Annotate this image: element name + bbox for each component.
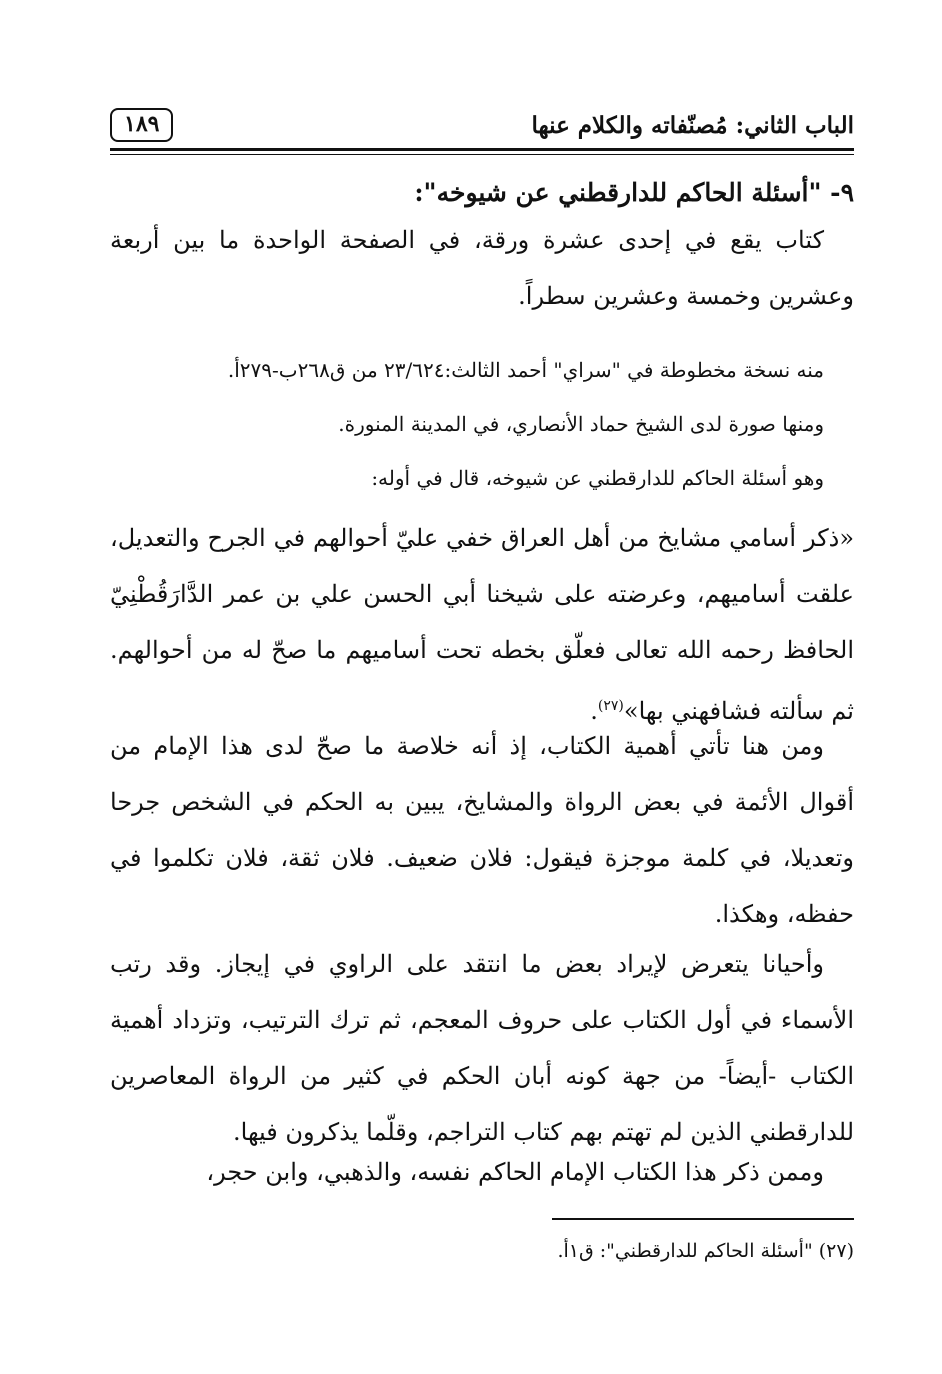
paragraph-manuscript: منه نسخة مخطوطة في "سراي" أحمد الثالث:٢٣/٦٢٤ من ق٢٦٨ب-٢٧٩أ. xyxy=(227,358,824,382)
paragraph-photocopy: ومنها صورة لدى الشيخ حماد الأنصاري، في المدينة المنورة. xyxy=(338,412,824,436)
paragraph-citations: وممن ذكر هذا الكتاب الإمام الحاكم نفسه، والذهبي، وابن حجر، xyxy=(206,1158,824,1186)
paragraph-importance: ومن هنا تأتي أهمية الكتاب، إذ أنه خلاصة ما صحّ لدى هذا الإمام من أقوال الأئمة في بعض الرواة والمشايخ، يبين به الحكم في الشخص جرحا وتعديلا، في كلمة موجزة فيقول: فلان ضعيف. فلان ثقة، فلان تكلموا في حفظه، وهكذا. xyxy=(110,732,854,928)
paragraph-intro: وهو أسئلة الحاكم للدارقطني عن شيوخه، قال في أوله: xyxy=(371,466,824,490)
footnote: (٢٧) "أسئلة الحاكم للدارقطني": ق١أ. xyxy=(557,1240,854,1262)
section-heading: ٩- "أسئلة الحاكم للدارقطني عن شيوخه": xyxy=(414,178,854,207)
paragraph-quote: «ذكر أسامي مشايخ من أهل العراق خفي عليّ أحوالهم في الجرح والتعديل، علقت أساميهم، وعرضته على شيخنا أبي الحسن علي بن عمر الدَّارَقُطْنِيّ الحافظ رحمه الله تعالى فعلّق بخطه تحت أساميهم ما صحّ له من أحوالهم. ثم سألته فشافهني بها»$^{(٢٧)}$. xyxy=(110,524,855,725)
header-rule-thin xyxy=(110,154,854,155)
quote-text: «ذكر أسامي مشايخ من أهل العراق خفي عليّ أحوالهم في الجرح والتعديل، علقت أساميهم، وعرضته على شيخنا أبي الحسن علي بن عمر الدَّارَقُطْنِيّ الحافظ رحمه الله تعالى فعلّق بخطه تحت أساميهم ما صحّ له من أحوالهم. ثم سألته فشافهني بها» xyxy=(110,524,855,725)
paragraph-book-description: كتاب يقع في إحدى عشرة ورقة، في الصفحة الواحدة ما بين أربعة وعشرين وخمسة وعشرين سطراً. xyxy=(110,226,854,310)
footnote-rule xyxy=(552,1218,854,1220)
footnote-reference: (٢٧) xyxy=(597,698,624,714)
page-header xyxy=(110,108,854,148)
header-rule-thick xyxy=(110,148,854,151)
chapter-title: الباب الثاني: مُصنّفاته والكلام عنها xyxy=(531,112,854,139)
page-number: ١٨٩ xyxy=(110,108,173,142)
paragraph-arrangement: وأحيانا يتعرض لإيراد بعض ما انتقد على الراوي في إيجاز. وقد رتب الأسماء في أول الكتاب على حروف المعجم، ثم ترك الترتيب، وتزداد أهمية الكتاب -أيضاً- من جهة كونه أبان الحكم في كثير من الرواة المعاصرين للدارقطني الذين لم تهتم بهم كتاب التراجم، وقلّما يذكرون فيها. xyxy=(110,950,854,1146)
